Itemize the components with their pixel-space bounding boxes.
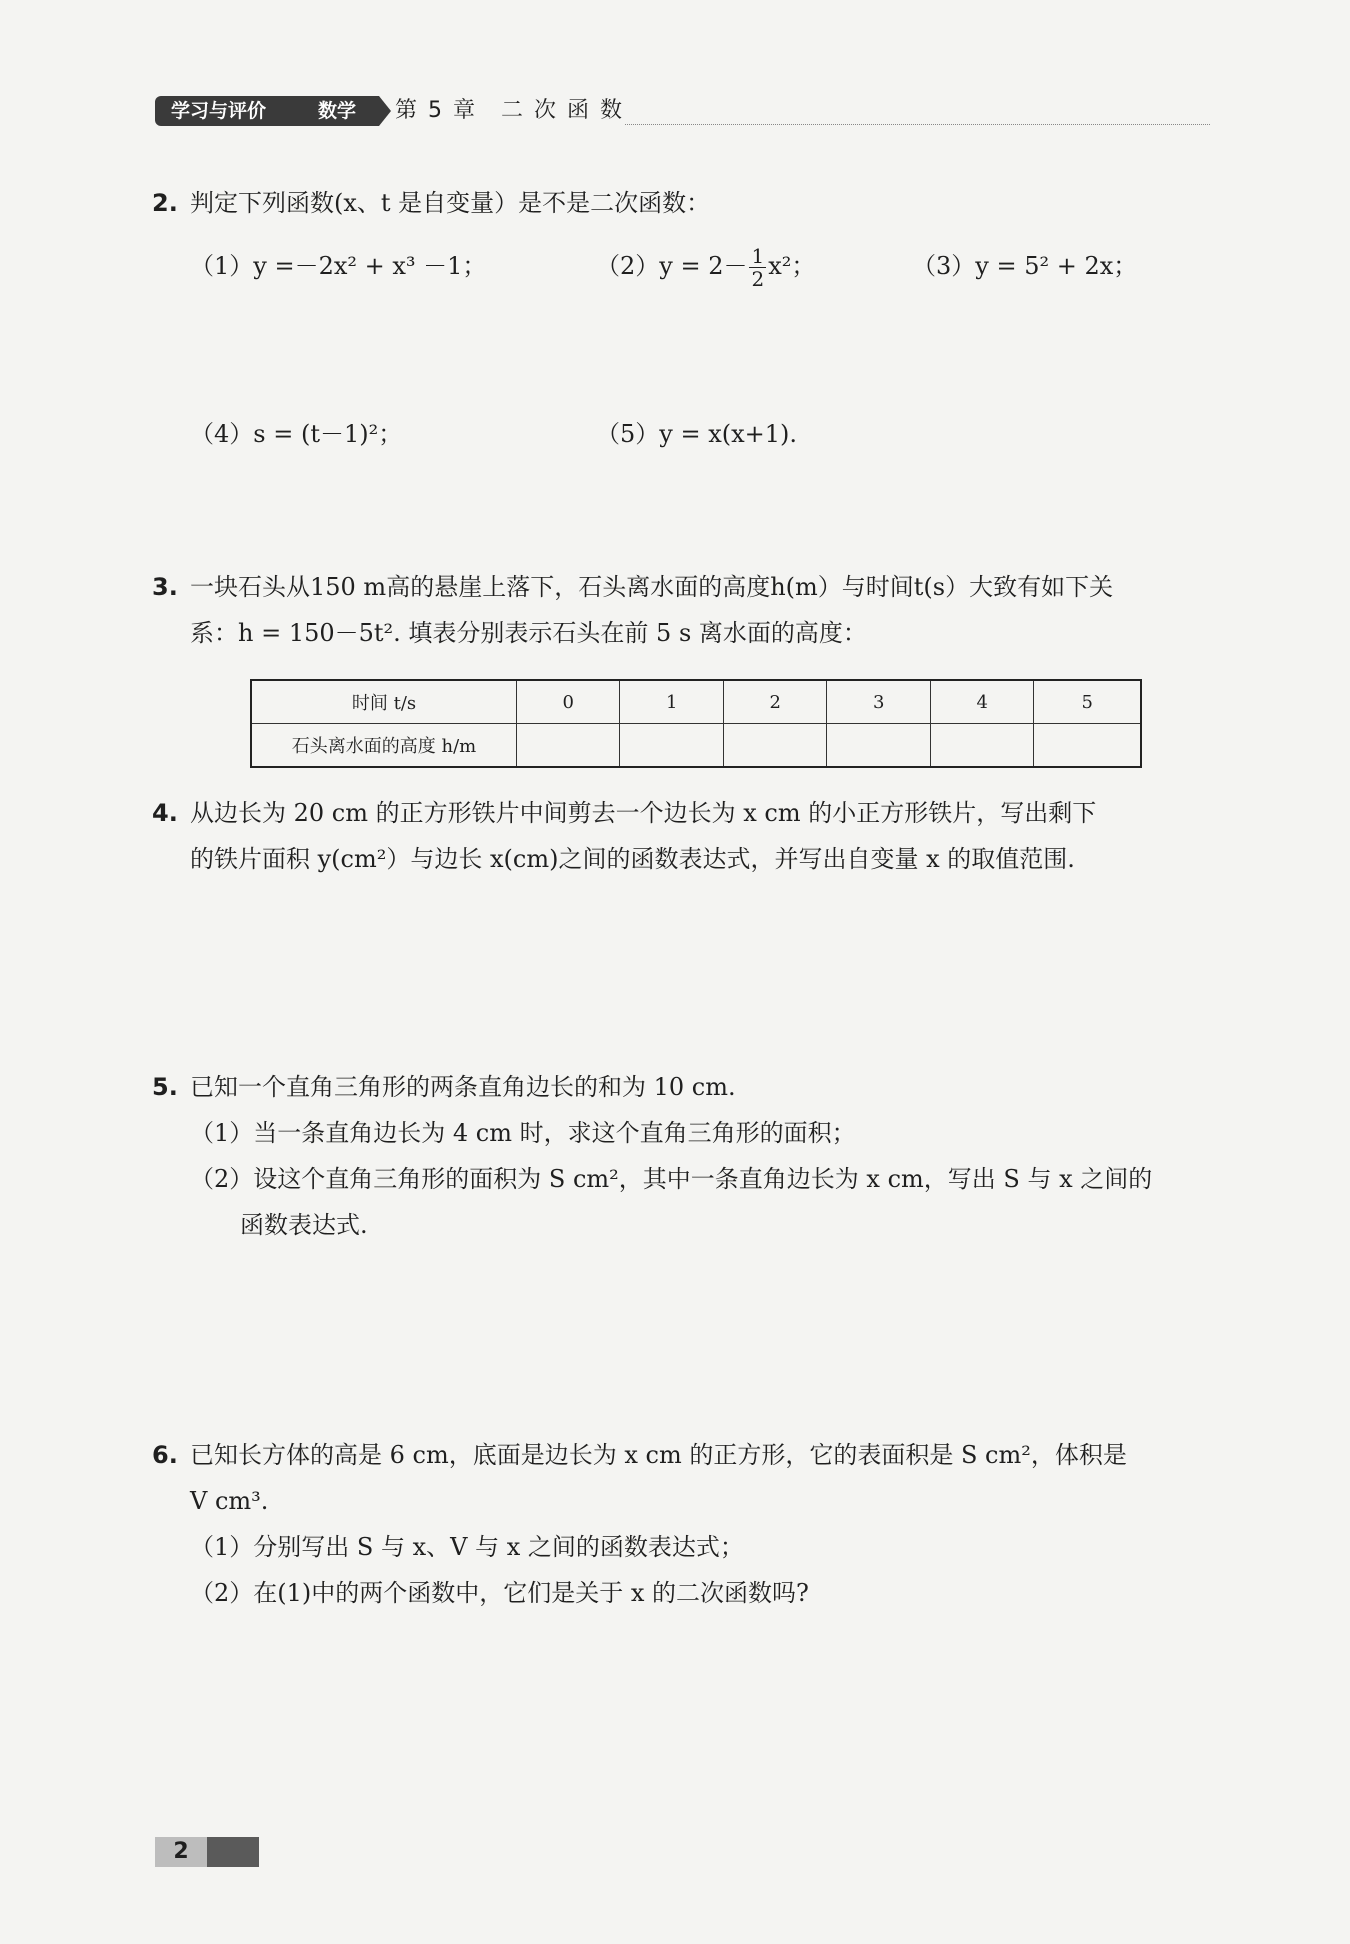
sub-question-2: （2）在(1)中的两个函数中，它们是关于 x 的二次函数吗? [190, 1579, 809, 1607]
question-line-2: 系：h = 150－5t². 填表分别表示石头在前 5 s 离水面的高度： [190, 619, 867, 647]
item-5: （5）y = x(x+1). [596, 420, 797, 448]
table-cell-answer[interactable] [1034, 724, 1141, 768]
question-line-1: 一块石头从150 m高的悬崖上落下，石头离水面的高度h(m）与时间t(s）大致有如下关 [190, 573, 1114, 601]
question-line-1: 从边长为 20 cm 的正方形铁片中间剪去一个边长为 x cm 的小正方形铁片，写出剩下 [190, 799, 1097, 827]
sub-question-1: （1）当一条直角边长为 4 cm 时，求这个直角三角形的面积； [190, 1119, 856, 1147]
table-cell-time: 2 [723, 680, 826, 724]
table-cell-time: 3 [827, 680, 930, 724]
question-number: 4. [152, 799, 178, 827]
table-cell-answer[interactable] [827, 724, 930, 768]
question-number: 2. [152, 189, 178, 217]
item-2-suffix: x²； [768, 252, 816, 280]
question-line-1: 已知长方体的高是 6 cm，底面是边长为 x cm 的正方形，它的表面积是 S cm²，体积是 [190, 1441, 1127, 1469]
question-stem: 判定下列函数(x、t 是自变量）是不是二次函数： [190, 189, 711, 217]
page-number: 2 [155, 1837, 207, 1867]
table-row [251, 680, 1141, 724]
table-cell-time: 4 [930, 680, 1033, 724]
table-cell-answer[interactable] [517, 724, 620, 768]
item-4: （4）s = (t－1)²； [190, 420, 403, 448]
table-cell-time: 5 [1034, 680, 1141, 724]
height-table [250, 679, 1142, 768]
question-number: 3. [152, 573, 178, 601]
table-row [251, 724, 1141, 768]
question-line-2: 的铁片面积 y(cm²）与边长 x(cm)之间的函数表达式，并写出自变量 x 的取值范围. [190, 845, 1075, 873]
fraction-numerator: 1 [751, 244, 765, 268]
question-stem: 已知一个直角三角形的两条直角边长的和为 10 cm. [190, 1073, 736, 1101]
page-header [155, 96, 1210, 130]
item-3: （3）y = 5² + 2x； [912, 252, 1138, 280]
book-title-tag [155, 96, 379, 126]
question-number: 5. [152, 1073, 178, 1101]
sub-question-1: （1）分别写出 S 与 x、V 与 x 之间的函数表达式； [190, 1533, 744, 1561]
chapter-title: 第 5 章 二 次 函 数 [395, 98, 624, 123]
book-title: 学习与评价 [171, 100, 267, 122]
table-cell-time: 0 [517, 680, 620, 724]
footer-bar [207, 1837, 259, 1867]
table-cell-time: 1 [620, 680, 723, 724]
table-cell-answer[interactable] [723, 724, 826, 768]
sub-question-2-line-1: （2）设这个直角三角形的面积为 S cm²，其中一条直角边长为 x cm，写出 S 与 x 之间的 [190, 1165, 1153, 1193]
table-header-height: 石头离水面的高度 h/m [251, 724, 517, 768]
question-number: 6. [152, 1441, 178, 1469]
table-header-time: 时间 t/s [251, 680, 517, 724]
header-dotted-rule [625, 124, 1210, 125]
question-line-2: V cm³. [190, 1487, 269, 1515]
item-2-prefix: （2）y = 2－ [596, 252, 748, 280]
fraction-denominator: 2 [751, 267, 765, 291]
subject-label: 数学 [318, 100, 357, 122]
table-cell-answer[interactable] [930, 724, 1033, 768]
sub-question-2-line-2: 函数表达式. [240, 1211, 368, 1239]
item-2 [596, 243, 815, 290]
table-cell-answer[interactable] [620, 724, 723, 768]
item-1: （1）y =－2x² + x³ －1； [190, 252, 487, 280]
fraction [749, 245, 766, 290]
